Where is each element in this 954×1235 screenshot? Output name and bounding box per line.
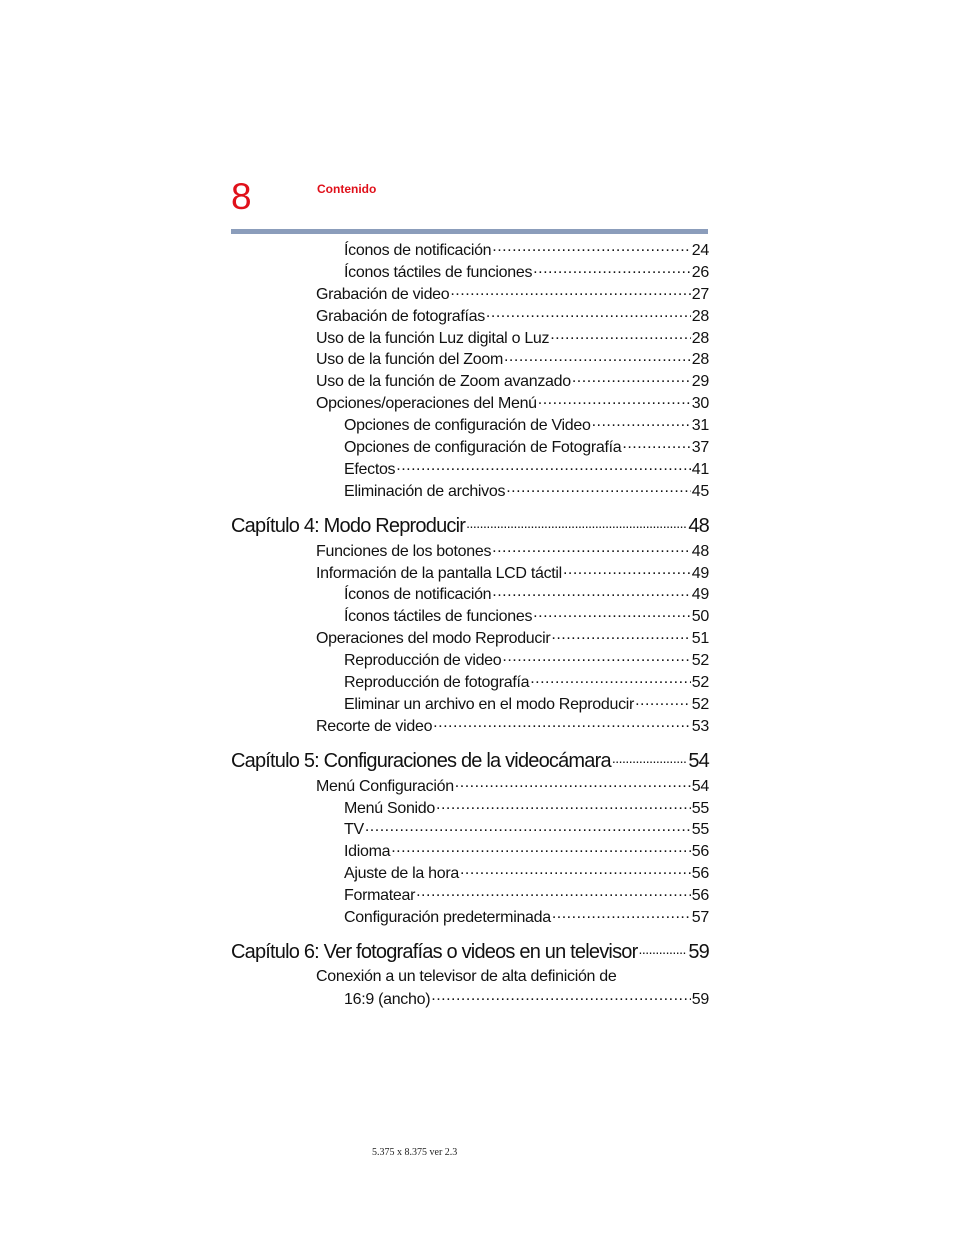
toc-entry-title: Opciones de configuración de Fotografía: [344, 439, 622, 457]
toc-entry-title: Capítulo 6: Ver fotografías o videos en un televisor: [231, 940, 638, 963]
dot-leader: [563, 562, 691, 578]
dot-leader: [622, 436, 690, 452]
dot-leader: [612, 747, 688, 767]
toc-entry-page: 31: [691, 417, 709, 435]
toc-chapter-entry[interactable]: [231, 747, 709, 773]
dot-leader: [635, 693, 691, 709]
dot-leader: [572, 370, 691, 386]
toc-entry-page: 28: [691, 351, 709, 369]
toc-entry-page: 49: [691, 586, 709, 604]
toc-entry-page: 48: [691, 542, 709, 560]
toc-entry-title: Íconos de notificación: [344, 586, 492, 604]
toc-entry-page: 59: [688, 940, 709, 963]
toc-entry-title: Funciones de los botones: [316, 542, 492, 560]
toc-entry-title: Opciones/operaciones del Menú: [316, 395, 537, 413]
section-title: Contenido: [317, 182, 377, 196]
dot-leader: [416, 884, 691, 900]
dot-leader: [530, 671, 691, 687]
toc-entry[interactable]: [231, 327, 709, 349]
toc-entry-title: Idioma: [344, 843, 391, 861]
toc-entry-page: 48: [688, 514, 709, 537]
toc-entry-page: 53: [691, 717, 709, 735]
toc-entry-title: Grabación de video: [316, 285, 450, 303]
toc-entry-page: 59: [691, 990, 709, 1008]
toc-entry-title: Operaciones del modo Reproducir: [316, 630, 551, 648]
toc-entry[interactable]: [231, 562, 709, 584]
toc-entry-page: 26: [691, 263, 709, 281]
dot-leader: [533, 261, 691, 277]
toc-entry-title: 16:9 (ancho): [344, 990, 431, 1008]
toc-entry-page: 50: [691, 608, 709, 626]
toc-entry-title: Capítulo 4: Modo Reproducir: [231, 514, 466, 537]
toc-entry-title: Recorte de video: [316, 717, 433, 735]
dot-leader: [433, 715, 691, 731]
toc-entry[interactable]: [231, 239, 709, 261]
toc-entry[interactable]: [231, 988, 709, 1010]
toc-entry-title: Efectos: [344, 460, 396, 478]
table-of-contents: [231, 239, 709, 1010]
toc-entry-title: Íconos de notificación: [344, 242, 492, 259]
toc-entry-title: Eliminación de archivos: [344, 482, 506, 500]
dot-leader: [551, 627, 690, 643]
toc-entry-page: 30: [691, 395, 709, 413]
toc-entry-title: Eliminar un archivo en el modo Reproducir: [344, 695, 635, 713]
toc-entry-title: Uso de la función de Zoom avanzado: [316, 373, 571, 391]
dot-leader: [450, 283, 690, 299]
toc-entry-title: Uso de la función Luz digital o Luz: [316, 329, 550, 347]
toc-entry[interactable]: [231, 818, 709, 840]
dot-leader: [466, 512, 687, 532]
dot-leader: [550, 327, 691, 343]
toc-entry-page: 56: [691, 887, 709, 905]
dot-leader: [492, 540, 691, 556]
toc-entry-title: Formatear: [344, 887, 416, 905]
toc-entry[interactable]: [231, 715, 709, 737]
toc-entry-page: 55: [691, 821, 709, 839]
toc-entry-title: TV: [344, 821, 364, 839]
page-number: 8: [231, 176, 252, 217]
dot-leader: [592, 414, 691, 430]
toc-entry-page: 52: [691, 695, 709, 713]
toc-entry[interactable]: [231, 649, 709, 671]
dot-leader: [396, 458, 691, 474]
toc-entry-page: 55: [691, 799, 709, 817]
toc-chapter-entry[interactable]: [231, 512, 709, 538]
toc-entry-page: 28: [691, 307, 709, 325]
toc-entry-title: Menú Sonido: [344, 799, 435, 817]
toc-entry-title: Opciones de configuración de Video: [344, 417, 591, 435]
toc-entry[interactable]: [231, 775, 709, 797]
toc-entry[interactable]: [231, 797, 709, 819]
toc-entry[interactable]: [231, 261, 709, 283]
toc-entry[interactable]: [231, 392, 709, 414]
footer-note: 5.375 x 8.375 ver 2.3: [372, 1147, 458, 1158]
dot-leader: [391, 840, 691, 856]
dot-leader: [460, 862, 691, 878]
toc-entry[interactable]: [231, 862, 709, 884]
header-rule: [231, 229, 708, 234]
toc-chapter-entry[interactable]: [231, 938, 709, 964]
toc-entry-page: 37: [691, 439, 709, 457]
toc-entry[interactable]: [231, 693, 709, 715]
toc-entry[interactable]: [231, 480, 709, 502]
dot-leader: [486, 305, 691, 321]
dot-leader: [455, 775, 691, 791]
toc-entry-title: Configuración predeterminada: [344, 909, 551, 927]
toc-entry-page: 54: [688, 749, 709, 772]
toc-entry-page: 28: [691, 329, 709, 347]
toc-entry[interactable]: [231, 627, 709, 649]
toc-entry-title: Grabación de fotografías: [316, 307, 485, 325]
dot-leader: [506, 480, 691, 496]
toc-entry[interactable]: [231, 458, 709, 480]
dot-leader: [638, 938, 687, 958]
dot-leader: [502, 649, 690, 665]
toc-entry-page: 52: [691, 674, 709, 692]
dot-leader: [504, 348, 691, 364]
toc-entry[interactable]: [231, 671, 709, 693]
toc-entry-title: Capítulo 5: Configuraciones de la videocámara: [231, 749, 611, 772]
toc-entry-title: Ajuste de la hora: [344, 865, 459, 883]
dot-leader: [492, 239, 691, 255]
toc-entry-page: 27: [691, 285, 709, 303]
toc-entry-page: 54: [691, 777, 709, 795]
dot-leader: [533, 605, 691, 621]
toc-entry[interactable]: Conexión a un televisor de alta definición de: [316, 967, 617, 985]
toc-entry-page: 51: [691, 630, 709, 648]
toc-entry-page: 24: [691, 242, 709, 259]
toc-entry-page: 57: [691, 909, 709, 927]
toc-entry[interactable]: [231, 906, 709, 928]
toc-entry[interactable]: [231, 436, 709, 458]
toc-entry[interactable]: [231, 370, 709, 392]
toc-entry[interactable]: [231, 605, 709, 627]
dot-leader: [552, 906, 691, 922]
toc-entry-page: 56: [691, 865, 709, 883]
toc-entry-title: Uso de la función del Zoom: [316, 351, 503, 369]
dot-leader: [431, 988, 691, 1004]
dot-leader: [538, 392, 691, 408]
toc-entry-title: Reproducción de fotografía: [344, 674, 530, 692]
toc-entry[interactable]: [231, 540, 709, 562]
toc-entry[interactable]: [231, 414, 709, 436]
toc-entry-page: 52: [691, 652, 709, 670]
dot-leader: [436, 797, 691, 813]
toc-entry-page: 45: [691, 482, 709, 500]
toc-entry[interactable]: [231, 884, 709, 906]
toc-entry-title: Íconos táctiles de funciones: [344, 608, 533, 626]
toc-entry-title: Íconos táctiles de funciones: [344, 263, 533, 281]
toc-entry-page: 29: [691, 373, 709, 391]
toc-entry[interactable]: [231, 840, 709, 862]
toc-entry[interactable]: [231, 583, 709, 605]
toc-entry-title: Menú Configuración: [316, 777, 454, 795]
toc-entry-title: Información de la pantalla LCD táctil: [316, 564, 562, 582]
toc-entry[interactable]: [231, 283, 709, 305]
toc-entry-page: 49: [691, 564, 709, 582]
toc-entry-page: 56: [691, 843, 709, 861]
dot-leader: [492, 583, 691, 599]
toc-entry-page: 41: [691, 460, 709, 478]
toc-entry[interactable]: [231, 305, 709, 327]
dot-leader: [365, 818, 691, 834]
toc-entry[interactable]: [231, 348, 709, 370]
toc-entry-title: Reproducción de video: [344, 652, 502, 670]
